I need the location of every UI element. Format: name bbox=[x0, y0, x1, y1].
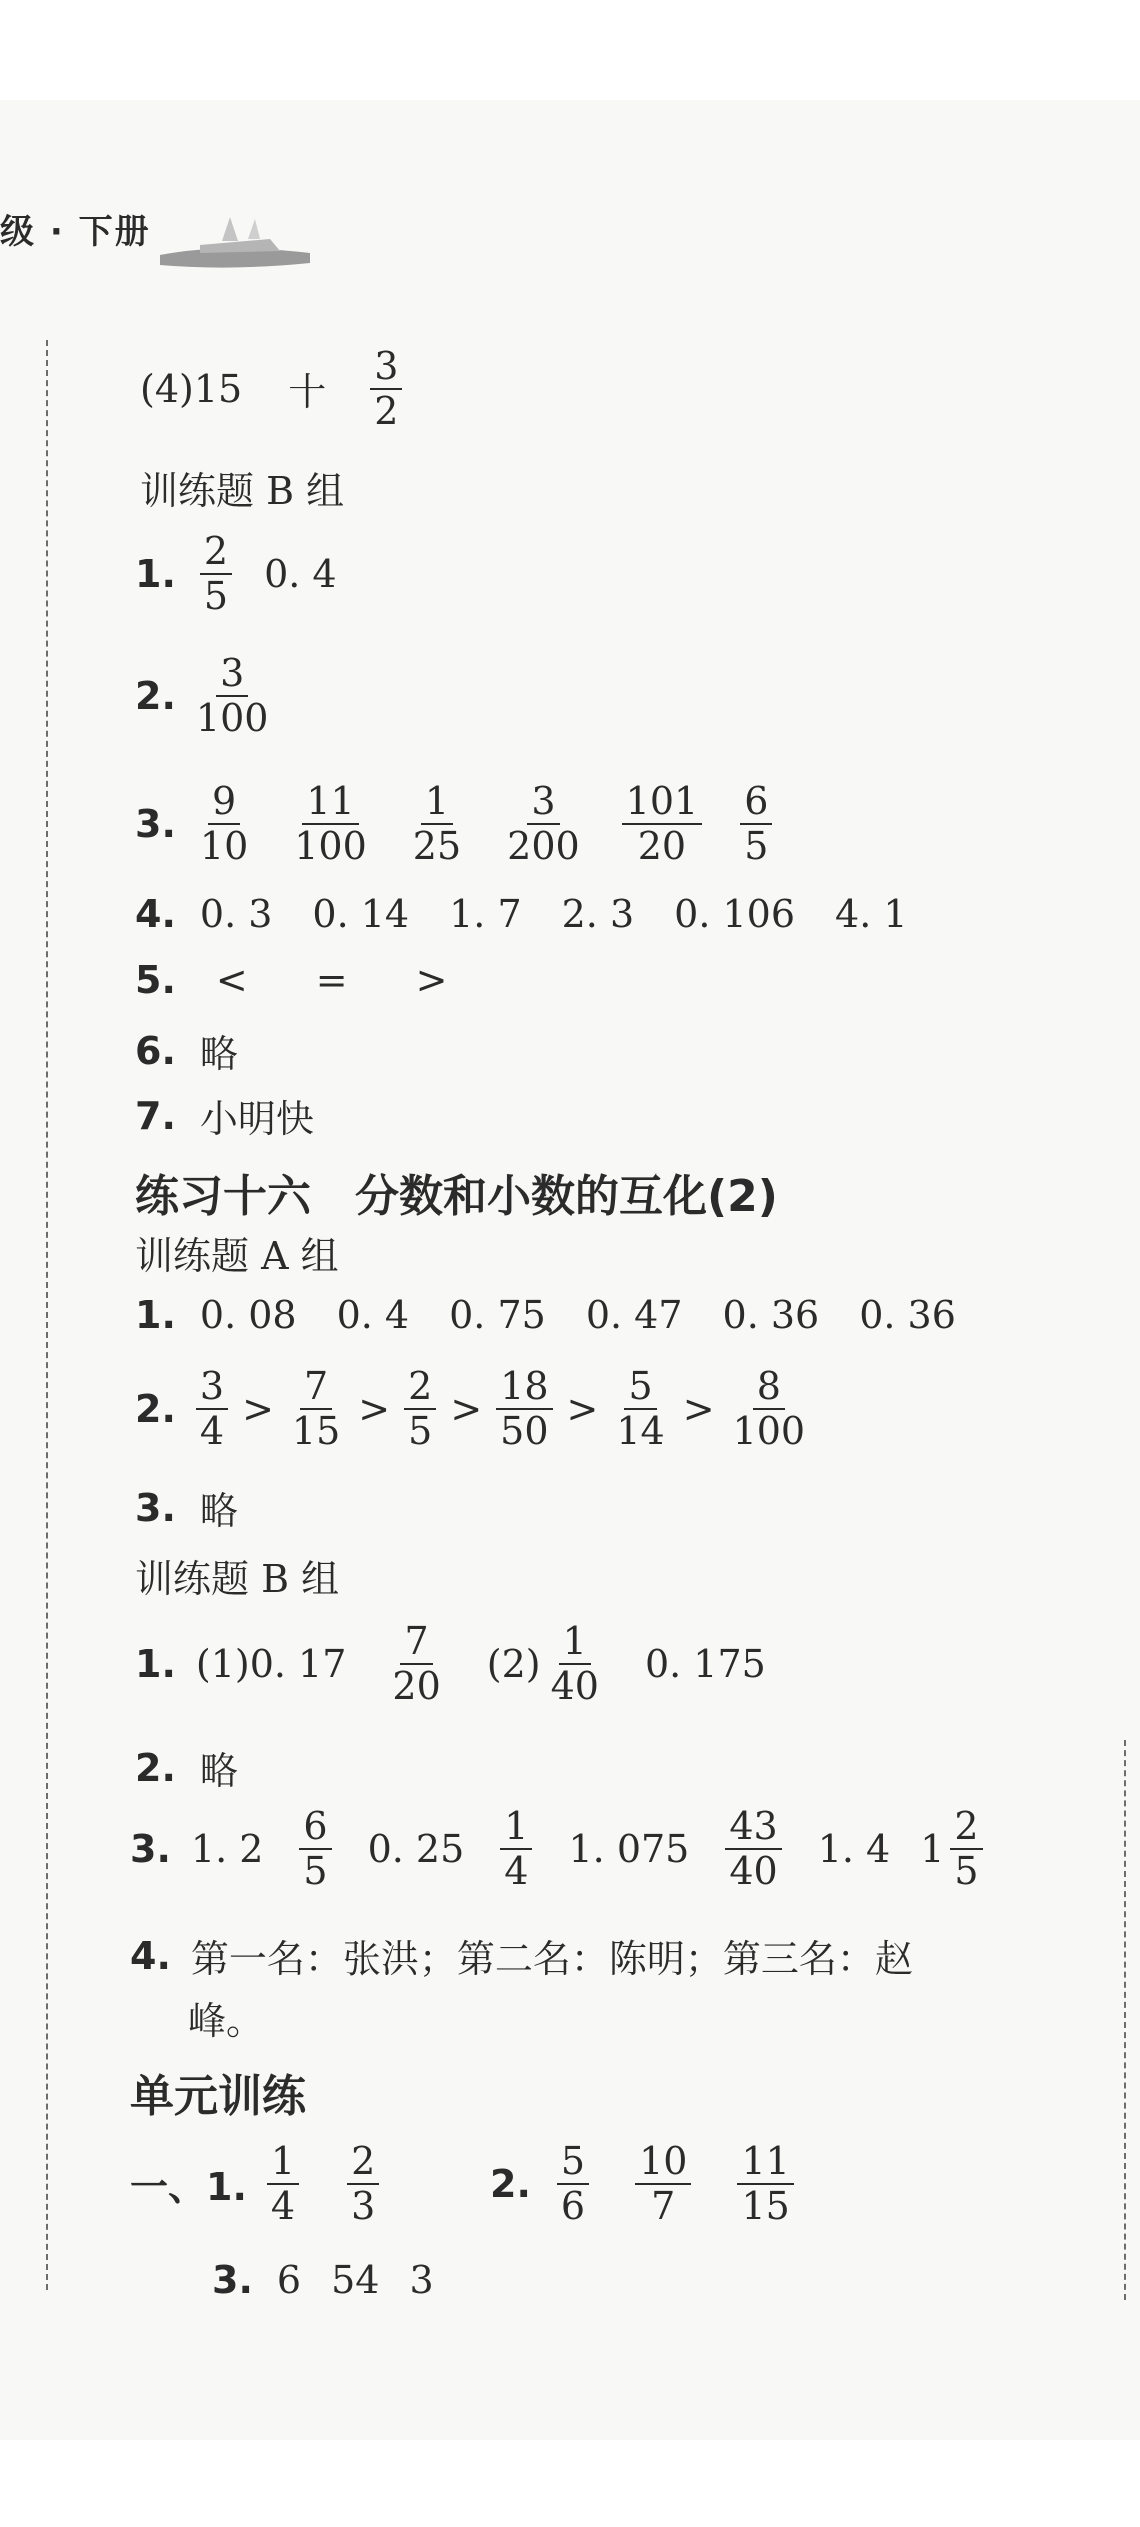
fraction-numerator: 3 bbox=[370, 345, 402, 390]
answer-value: 2. 3 bbox=[561, 892, 635, 936]
fraction-denominator: 14 bbox=[616, 1408, 665, 1453]
fraction bbox=[370, 345, 402, 432]
answer-label: (2) bbox=[486, 1641, 541, 1686]
answer-value: 0. 25 bbox=[367, 1826, 465, 1871]
comparison-symbol: > bbox=[358, 1386, 391, 1431]
answer-text: 略 bbox=[199, 1749, 238, 1793]
fraction bbox=[404, 1365, 436, 1452]
answer-b3 bbox=[135, 780, 778, 867]
comparison-symbol: > bbox=[566, 1386, 599, 1431]
comparison-symbol: > bbox=[682, 1386, 715, 1431]
fraction bbox=[290, 780, 371, 867]
boat-icon bbox=[160, 205, 310, 275]
answer-value: 0. 106 bbox=[674, 892, 796, 936]
fraction-denominator: 20 bbox=[637, 823, 687, 868]
fraction bbox=[299, 1805, 331, 1892]
fraction-numerator: 1 bbox=[559, 1620, 591, 1665]
item-number: 7. bbox=[135, 1093, 176, 1138]
unit-title: 单元训练 bbox=[130, 2071, 306, 2122]
fraction-denominator: 20 bbox=[392, 1663, 441, 1708]
item-number: 2. bbox=[135, 1745, 176, 1790]
right-dashed-border bbox=[1124, 1740, 1126, 2300]
fraction-numerator: 1 bbox=[267, 2140, 299, 2185]
answer-text: 小明快 bbox=[199, 1097, 314, 1141]
fraction bbox=[347, 2140, 379, 2227]
answer-16b3 bbox=[130, 1805, 989, 1892]
fraction-numerator: 5 bbox=[624, 1365, 656, 1410]
answer-value: 4. 1 bbox=[835, 892, 908, 936]
fraction-denominator: 2 bbox=[374, 388, 399, 433]
fraction bbox=[196, 1365, 228, 1452]
fraction-denominator: 50 bbox=[500, 1408, 549, 1453]
fraction-denominator: 100 bbox=[732, 1408, 806, 1453]
section-title: 练习十六 分数和小数的互化(2) bbox=[135, 1171, 778, 1222]
answer-text: 略 bbox=[199, 1032, 238, 1076]
fraction-numerator: 9 bbox=[208, 780, 240, 825]
fraction-numerator: 43 bbox=[725, 1805, 781, 1850]
fraction-denominator: 3 bbox=[351, 2183, 376, 2228]
fraction-denominator: 4 bbox=[270, 2183, 296, 2228]
fraction-numerator: 3 bbox=[527, 780, 559, 825]
left-dashed-border bbox=[46, 340, 48, 2290]
item-number: 一、1. bbox=[130, 2165, 247, 2210]
item-number: 1. bbox=[135, 1641, 176, 1686]
fraction-denominator: 15 bbox=[291, 1408, 341, 1453]
fraction bbox=[496, 1365, 552, 1452]
fraction bbox=[612, 1365, 668, 1452]
answer-value: 0. 4 bbox=[264, 551, 337, 596]
fraction-denominator: 10 bbox=[199, 823, 249, 868]
fraction-denominator: 7 bbox=[651, 2183, 676, 2228]
unit-q2 bbox=[490, 2140, 800, 2227]
fraction-denominator: 5 bbox=[408, 1408, 433, 1453]
answer-value: 0. 14 bbox=[312, 892, 410, 936]
item-number: 3. bbox=[130, 1826, 171, 1871]
fraction-numerator: 2 bbox=[404, 1365, 436, 1410]
fraction bbox=[622, 780, 703, 867]
answer-text: 峰。 bbox=[188, 1999, 265, 2043]
answer-value: 0. 47 bbox=[585, 1293, 683, 1337]
answer-value: 1. 2 bbox=[190, 1826, 264, 1871]
fraction bbox=[288, 1365, 344, 1452]
fraction bbox=[192, 652, 273, 739]
fraction bbox=[557, 2140, 589, 2227]
answer-value: 1. 075 bbox=[568, 1826, 690, 1871]
fraction-denominator: 25 bbox=[412, 823, 462, 868]
header-title: 级 · 下册 bbox=[0, 212, 151, 252]
answer-value: 0. 36 bbox=[859, 1293, 956, 1337]
fraction-denominator: 15 bbox=[741, 2183, 790, 2228]
fraction-denominator: 40 bbox=[550, 1663, 599, 1708]
fraction-numerator: 18 bbox=[496, 1365, 552, 1410]
group-heading: 训练题 A 组 bbox=[135, 1234, 339, 1278]
fraction-numerator: 3 bbox=[216, 652, 248, 697]
answer-16a1 bbox=[135, 1293, 956, 1337]
fraction bbox=[729, 1365, 810, 1452]
fraction-numerator: 101 bbox=[622, 780, 703, 825]
answer-text: 第一名：张洪；第二名：陈明；第三名：赵 bbox=[190, 1937, 913, 1981]
answer-value: 0. 3 bbox=[199, 892, 273, 936]
answer-value: (1)0. 17 bbox=[195, 1641, 347, 1686]
fraction-numerator: 8 bbox=[753, 1365, 785, 1410]
fraction-numerator: 11 bbox=[302, 780, 358, 825]
answer-value: 1. 7 bbox=[449, 892, 522, 936]
item-number: 3. bbox=[135, 1485, 176, 1530]
answer-16b2 bbox=[135, 1740, 238, 1795]
group-heading: 训练题 B 组 bbox=[135, 1557, 340, 1601]
answer-value: 3 bbox=[409, 2258, 434, 2302]
fraction-numerator: 2 bbox=[200, 530, 232, 575]
fraction-numerator: 5 bbox=[557, 2140, 589, 2185]
fraction-denominator: 100 bbox=[195, 695, 269, 740]
fraction bbox=[950, 1805, 982, 1892]
fraction bbox=[503, 780, 584, 867]
item-number: 2. bbox=[135, 1386, 176, 1431]
answer-value: 0. 36 bbox=[722, 1293, 820, 1337]
answer-b5 bbox=[135, 958, 447, 1002]
fraction-denominator: 4 bbox=[199, 1408, 225, 1453]
item-number: 1. bbox=[135, 1293, 176, 1337]
fraction bbox=[737, 2140, 793, 2227]
answer-b2 bbox=[135, 652, 278, 739]
fraction-denominator: 4 bbox=[504, 1848, 529, 1893]
item-number: 6. bbox=[135, 1028, 176, 1073]
item-number: 4. bbox=[135, 892, 176, 936]
comparison-symbol: > bbox=[415, 958, 448, 1002]
fraction-denominator: 200 bbox=[507, 823, 580, 868]
answer-value: 0. 4 bbox=[336, 1293, 410, 1337]
answer-value: 1. 4 bbox=[817, 1826, 891, 1871]
answer-value: 54 bbox=[331, 2258, 380, 2302]
answer-value: 0. 75 bbox=[449, 1293, 546, 1337]
answer-value: 6 bbox=[276, 2258, 302, 2302]
answer-b6 bbox=[135, 1023, 238, 1078]
answer-value: 0. 08 bbox=[199, 1293, 297, 1337]
item-number: 3. bbox=[135, 801, 176, 846]
fraction bbox=[500, 1805, 532, 1892]
fraction-denominator: 5 bbox=[744, 823, 769, 868]
answer-label: (4)15 bbox=[140, 366, 243, 411]
fraction-numerator: 1 bbox=[421, 780, 453, 825]
answer-a4 bbox=[140, 345, 408, 432]
answer-16a3 bbox=[135, 1480, 238, 1535]
fraction bbox=[409, 780, 465, 867]
fraction-denominator: 5 bbox=[203, 573, 229, 618]
fraction bbox=[740, 780, 772, 867]
fraction-denominator: 6 bbox=[560, 2183, 586, 2228]
fraction-denominator: 5 bbox=[303, 1848, 328, 1893]
answer-text: 略 bbox=[199, 1489, 238, 1533]
unit-q3 bbox=[212, 2258, 434, 2302]
answer-16b4 bbox=[130, 1928, 913, 1983]
comparison-symbol: < bbox=[215, 958, 248, 1002]
fraction bbox=[388, 1620, 444, 1707]
item-number: 1. bbox=[135, 551, 176, 596]
fraction-numerator: 11 bbox=[737, 2140, 793, 2185]
mixed-number-whole: 1 bbox=[920, 1826, 945, 1871]
item-number: 3. bbox=[212, 2258, 253, 2302]
comparison-symbol: > bbox=[450, 1386, 483, 1431]
unit-q1 bbox=[130, 2140, 385, 2227]
fraction-denominator: 5 bbox=[954, 1848, 979, 1893]
fraction-numerator: 6 bbox=[740, 780, 772, 825]
fraction-denominator: 40 bbox=[729, 1848, 778, 1893]
comparison-symbol: = bbox=[315, 958, 348, 1002]
item-number: 4. bbox=[130, 1933, 171, 1978]
fraction-numerator: 2 bbox=[950, 1805, 982, 1850]
fraction bbox=[267, 2140, 299, 2227]
answer-16b4-cont bbox=[188, 1990, 264, 2045]
group-heading: 训练题 B 组 bbox=[140, 469, 345, 513]
answer-b7 bbox=[135, 1088, 314, 1143]
fraction-denominator: 100 bbox=[294, 823, 367, 868]
item-number: 5. bbox=[135, 958, 176, 1002]
item-number: 2. bbox=[135, 673, 176, 718]
answer-symbol: 十 bbox=[288, 370, 327, 415]
answer-value: 0. 175 bbox=[644, 1641, 766, 1686]
answer-16a2 bbox=[135, 1365, 815, 1452]
fraction-numerator: 6 bbox=[299, 1805, 331, 1850]
answer-16b1 bbox=[135, 1620, 766, 1707]
item-number: 2. bbox=[490, 2161, 531, 2206]
fraction-numerator: 3 bbox=[196, 1365, 228, 1410]
fraction bbox=[547, 1620, 603, 1707]
fraction bbox=[635, 2140, 691, 2227]
fraction bbox=[725, 1805, 781, 1892]
fraction bbox=[200, 530, 232, 617]
answer-b1 bbox=[135, 530, 337, 617]
fraction-numerator: 7 bbox=[300, 1365, 332, 1410]
fraction bbox=[196, 780, 252, 867]
fraction-numerator: 10 bbox=[635, 2140, 691, 2185]
answer-b4 bbox=[135, 892, 908, 936]
fraction-numerator: 1 bbox=[500, 1805, 532, 1850]
comparison-symbol: > bbox=[242, 1386, 274, 1431]
fraction-numerator: 2 bbox=[347, 2140, 379, 2185]
fraction-numerator: 7 bbox=[400, 1620, 432, 1665]
